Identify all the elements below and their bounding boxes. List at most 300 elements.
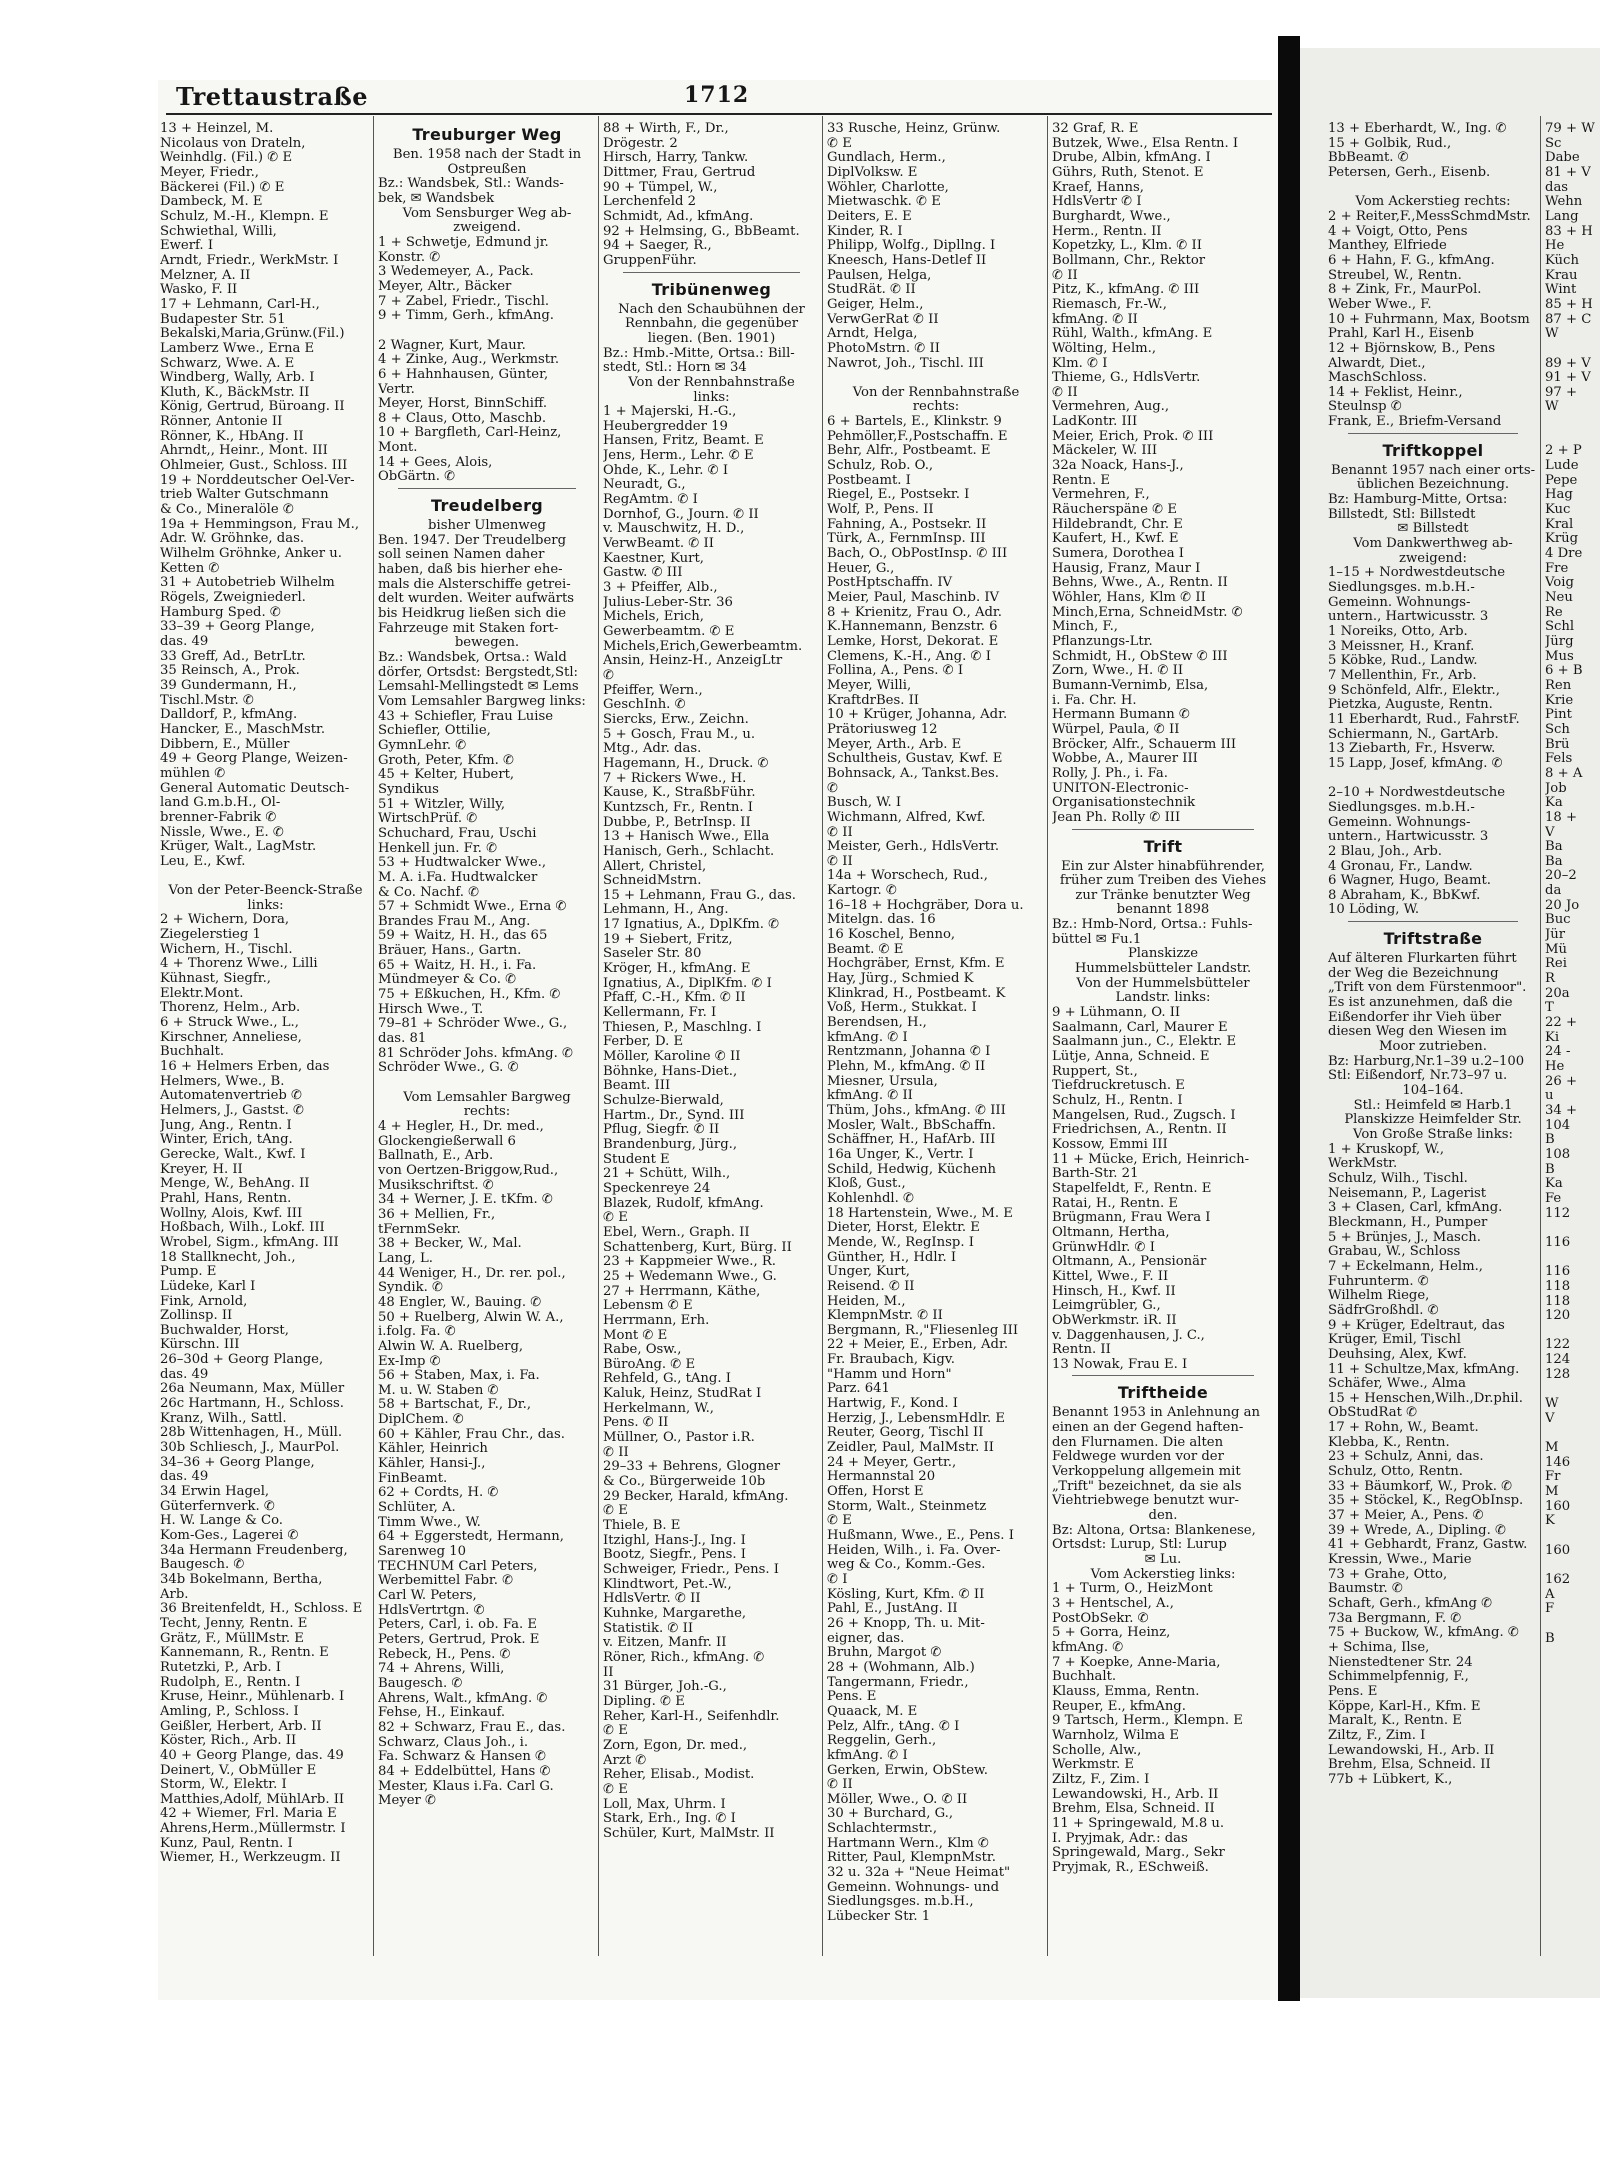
section-note: den. <box>1148 1509 1178 1524</box>
directory-entry: 23 + Kappmeier Wwe., R. <box>603 1255 776 1270</box>
section-note: bewegen. <box>454 636 520 651</box>
directory-entry: UNITON-Electronic- <box>1052 781 1189 796</box>
directory-entry: Günther, H., Hdlr. I <box>827 1250 957 1265</box>
directory-entry: Meier, Paul, Maschinb. IV <box>827 591 1000 605</box>
spacer <box>378 1076 596 1091</box>
section-note: zweigend. <box>453 221 521 236</box>
directory-entry: Springewald, Marg., Sekr <box>1052 1846 1225 1861</box>
directory-entry: 120 <box>1545 1309 1571 1324</box>
section-note: links: <box>693 390 730 405</box>
spacer <box>1545 342 1600 357</box>
directory-entry: Schlüter, A. <box>378 1501 456 1516</box>
directory-entry: Student E <box>603 1152 670 1167</box>
directory-entry: Deuhsing, Alex, Kwf. <box>1328 1347 1467 1362</box>
directory-entry: 20 Jo <box>1545 898 1580 913</box>
directory-entry: Buchhalt. <box>160 1045 225 1060</box>
directory-entry: Ziegelerstieg 1 <box>160 928 261 943</box>
directory-entry: 83 + H <box>1545 224 1593 239</box>
directory-entry: 49 + Georg Plange, Weizen- <box>160 752 348 767</box>
directory-entry: Ben. 1947. Der Treudelberg <box>378 533 567 548</box>
directory-entry: Brügmann, Frau Wera I <box>1052 1211 1211 1226</box>
directory-entry: 31 Bürger, Joh.-G., <box>603 1680 727 1695</box>
directory-entry: Kuc <box>1545 503 1571 518</box>
directory-entry: 6 + Hahnhausen, Günter, <box>378 367 549 382</box>
column-divider <box>598 116 599 1956</box>
directory-entry: Speckenreye 24 <box>603 1181 711 1196</box>
directory-entry: Baugesch. ✆ <box>160 1558 245 1573</box>
directory-entry: Organisationstechnik <box>1052 796 1196 811</box>
directory-entry: 87 + C <box>1545 312 1592 327</box>
directory-entry: Arndt, Friedr., WerkMstr. I <box>160 253 339 268</box>
section-note: benannt 1898 <box>1116 903 1210 918</box>
directory-entry: Viehtriebwege benutzt wur- <box>1052 1494 1239 1509</box>
directory-entry: u <box>1545 1089 1554 1104</box>
directory-entry: 16 Koschel, Benno, <box>827 928 956 943</box>
directory-entry: 5 + Brünjes, J., Masch. <box>1328 1230 1481 1245</box>
directory-entry: Pepe <box>1545 473 1578 488</box>
directory-entry: FinBeamt. <box>378 1471 448 1486</box>
directory-entry: Bz.: Hmb-Nord, Ortsa.: Fuhls- <box>1052 918 1253 933</box>
directory-entry: Lütje, Anna, Schneid. E <box>1052 1050 1210 1065</box>
directory-entry: 3 + Clasen, Carl, kfmAng. <box>1328 1201 1503 1216</box>
directory-entry: 2 + P <box>1545 444 1582 459</box>
directory-entry: 9 + Lühmann, O. II <box>1052 1006 1181 1021</box>
directory-entry: Bergmann, R.,"Fliesenleg III <box>827 1323 1019 1338</box>
directory-entry: Alwardt, Diet., <box>1328 356 1426 371</box>
directory-entry: 85 + H <box>1545 297 1593 312</box>
directory-entry: Automatenvertrieb ✆ <box>160 1089 303 1104</box>
directory-entry: Hanisch, Gerh., Schlacht. <box>603 844 775 859</box>
directory-entry: Schulz, Otto, Rentn. <box>1328 1465 1463 1480</box>
section-note: Vom Ackerstieg links: <box>1090 1567 1236 1582</box>
directory-entry: 40 + Georg Plange, das. 49 <box>160 1748 344 1763</box>
directory-entry: SchneidMstrn. <box>603 874 702 889</box>
directory-entry: KlempnMstr. ✆ II <box>827 1309 943 1324</box>
directory-entry: Benannt 1953 in Anlehnung an <box>1052 1406 1260 1421</box>
directory-entry: II <box>603 1665 614 1680</box>
directory-entry: Feldwege wurden vor der <box>1052 1450 1224 1465</box>
directory-entry: soll seinen Namen daher <box>378 548 545 563</box>
directory-entry: Gührs, Ruth, Stenot. E <box>1052 165 1204 180</box>
directory-entry: 97 + <box>1545 385 1578 400</box>
directory-entry: 13 Nowak, Frau E. I <box>1052 1357 1188 1372</box>
directory-entry: Minch, F., <box>1052 620 1118 635</box>
section-note: Von der Rennbahnstraße <box>852 385 1020 400</box>
directory-entry: Michels,Erich,Gewerbeamtm. <box>603 639 803 654</box>
directory-entry: 1 + Turm, O., HeizMont <box>1052 1582 1213 1597</box>
directory-entry: 26–30d + Georg Plange, <box>160 1353 324 1368</box>
directory-entry: Zorn, Egon, Dr. med., <box>603 1738 748 1753</box>
directory-entry: Vertr. <box>378 382 415 397</box>
directory-entry: 29–33 + Behrens, Glogner <box>603 1460 781 1475</box>
page-number: 1712 <box>684 82 750 108</box>
street-heading: Tribünenweg <box>651 280 772 299</box>
directory-entry: Werbemittel Fabr. ✆ <box>378 1574 514 1589</box>
directory-entry: Ferber, D. E <box>603 1035 684 1050</box>
directory-entry: Schl <box>1545 620 1575 635</box>
directory-entry: Wöhler, Hans, Klm ✆ II <box>1052 591 1206 605</box>
directory-entry: RegAmtm. ✆ I <box>603 493 698 508</box>
directory-entry: Böhnke, Hans-Diet., <box>603 1064 738 1079</box>
directory-entry: 10 + Bargfleth, Carl-Heinz, <box>378 426 562 441</box>
directory-entry: 4 Gronau, Fr., Landw. <box>1328 859 1473 874</box>
directory-entry: Parz. 641 <box>827 1382 890 1397</box>
directory-entry: Winter, Erich, tAng. <box>160 1133 293 1148</box>
directory-entry: GrünwHdlr. ✆ I <box>1052 1240 1155 1255</box>
directory-entry: Michels, Erich, <box>603 610 704 625</box>
directory-entry: B <box>1545 1133 1555 1148</box>
directory-entry: Jung, Ang., Rentn. I <box>160 1118 292 1133</box>
directory-entry: Fahrzeuge mit Staken fort- <box>378 621 559 636</box>
directory-entry: 34 Erwin Hagel, <box>160 1485 270 1500</box>
directory-entry: Billstedt, Stl: Billstedt <box>1328 507 1476 522</box>
section-divider <box>1072 1375 1254 1380</box>
directory-entry: Kinder, R. I <box>827 224 903 239</box>
directory-entry: Lemke, Horst, Dekorat. E <box>827 634 999 649</box>
directory-entry: Meyer ✆ <box>378 1794 437 1809</box>
directory-entry: Kröger, H., kfmAng. E <box>603 962 751 977</box>
directory-entry: 2 Wagner, Kurt, Maur. <box>378 338 526 353</box>
directory-entry: Pflanzungs-Ltr. <box>1052 634 1153 649</box>
directory-entry: i. Fa. Chr. H. <box>1052 693 1137 708</box>
section-note: Hummelsbütteler Landstr. <box>1074 962 1252 977</box>
directory-entry: 60 + Kähler, Frau Chr., das. <box>378 1427 565 1442</box>
directory-entry: Hamburg Sped. ✆ <box>160 605 281 620</box>
directory-entry: 14 + Feklist, Heinr., <box>1328 385 1463 400</box>
directory-entry: 6 + Hahn, F. G., kfmAng. <box>1328 253 1495 268</box>
directory-entry: 6 + Struck Wwe., L., <box>160 1016 299 1031</box>
directory-entry: 8 + A <box>1545 766 1583 781</box>
directory-entry: ✆ I <box>827 1572 848 1587</box>
directory-entry: 108 <box>1545 1147 1571 1162</box>
directory-entry: Gewerbeamtm. ✆ E <box>603 625 735 639</box>
directory-entry: 19a + Hemmingson, Frau M., <box>160 517 360 532</box>
directory-entry: Fa. Schwarz & Hansen ✆ <box>378 1750 547 1765</box>
directory-entry: 56 + Staben, Max, i. Fa. <box>378 1369 540 1384</box>
directory-entry: v. Eitzen, Manfr. II <box>603 1636 727 1651</box>
directory-entry: Es ist anzunehmen, daß die <box>1328 996 1513 1011</box>
directory-entry: 33 Rusche, Heinz, Grünw. <box>827 122 1001 136</box>
directory-entry: 13 Ziebarth, Fr., Hsverw. <box>1328 742 1496 757</box>
directory-entry: 32 Graf, R. E <box>1052 122 1139 136</box>
directory-entry: Sarenweg 10 <box>378 1545 467 1560</box>
directory-entry: Stark, Erh., Ing. ✆ I <box>603 1812 736 1827</box>
directory-column-3 <box>603 122 820 1957</box>
directory-entry: Nissle, Wwe., E. ✆ <box>160 825 284 840</box>
directory-entry: 59 + Waitz, H. H., das 65 <box>378 929 548 944</box>
directory-entry: delt wurden. Weiter aufwärts <box>378 592 575 607</box>
section-note: zur Tränke benutzter Weg <box>1075 888 1251 903</box>
directory-entry: Gundlach, Herm., <box>827 151 946 166</box>
directory-entry: Job <box>1545 781 1567 796</box>
directory-entry: Steulnsp ✆ <box>1328 400 1402 415</box>
directory-entry: „Trift" bezeichnet, da sie als <box>1052 1479 1242 1494</box>
directory-entry: 90 + Tümpel, W., <box>603 180 718 195</box>
directory-entry: 2–10 + Nordwestdeutsche <box>1328 786 1506 801</box>
directory-entry: Kuntzsch, Fr., Rentn. I <box>603 800 754 815</box>
directory-entry: ✆ II <box>1052 385 1078 400</box>
directory-entry: 30 + Burchard, G., <box>827 1807 954 1822</box>
directory-entry: 21 + Schütt, Wilh., <box>603 1167 731 1182</box>
directory-entry: Riemasch, Fr.-W., <box>1052 297 1167 312</box>
directory-entry: 7 + Eckelmann, Helm., <box>1328 1259 1483 1274</box>
directory-entry: Wöhler, Charlotte, <box>827 180 949 195</box>
directory-entry: Ba <box>1545 840 1563 855</box>
directory-entry: Pens. E <box>1328 1684 1378 1699</box>
directory-entry: Bleckmann, H., Pumper <box>1328 1215 1488 1230</box>
directory-entry: ✆ E <box>603 1724 628 1739</box>
directory-entry: HdlsVertrtgn. ✆ <box>378 1603 485 1618</box>
directory-entry: Schröder Wwe., G. ✆ <box>378 1061 519 1076</box>
directory-entry: 18 Stallknecht, Joh., <box>160 1250 296 1265</box>
directory-entry: General Automatic Deutsch- <box>160 781 350 796</box>
directory-entry: Fink, Arnold, <box>160 1294 248 1309</box>
directory-entry: 36 Breitenfeldt, H., Schloss. E <box>160 1602 363 1617</box>
spacer <box>1545 1558 1600 1573</box>
directory-entry: Alwin W. A. Ruelberg, <box>378 1339 524 1354</box>
directory-entry: Vermehren, F., <box>1052 488 1150 503</box>
directory-entry: Schmidt, Ad., kfmAng. <box>603 209 754 224</box>
directory-entry: 1 Noreiks, Otto, Arb. <box>1328 625 1468 639</box>
directory-entry: Drube, Albin, kfmAng. I <box>1052 151 1211 166</box>
directory-entry: kfmAng. ✆ II <box>1052 312 1138 327</box>
directory-entry: Schattenberg, Kurt, Bürg. II <box>603 1240 792 1255</box>
directory-entry: Jean Ph. Rolly ✆ III <box>1052 810 1181 825</box>
directory-entry: eigner, das. <box>827 1631 905 1646</box>
directory-entry: Meyer, Willi, <box>827 678 912 693</box>
directory-entry: Dubbe, P., BetrInsp. II <box>603 815 751 830</box>
directory-entry: Kürschn. III <box>160 1338 240 1353</box>
directory-entry: Thieme, G., HdlsVertr. <box>1052 371 1201 386</box>
directory-entry: land G.m.b.H., Ol- <box>160 796 281 811</box>
directory-entry: 84 + Eddelbüttel, Hans ✆ <box>378 1764 551 1779</box>
directory-entry: 118 <box>1545 1294 1571 1309</box>
directory-entry: T <box>1545 1001 1554 1016</box>
directory-entry: Nawrot, Joh., Tischl. III <box>827 356 984 371</box>
directory-entry: Lehmann, H., Ang. <box>603 903 729 918</box>
directory-entry: V <box>1545 825 1555 840</box>
directory-entry: 20–2 <box>1545 869 1577 884</box>
directory-entry: Kranz, Wilh., Sattl. <box>160 1411 287 1426</box>
section-divider <box>1072 829 1254 834</box>
directory-entry: 20a <box>1545 986 1570 1001</box>
directory-entry: Reher, Karl-H., Seifenhdlr. <box>603 1709 780 1724</box>
directory-entry: 8 + Zink, Fr., MaurPol. <box>1328 283 1482 298</box>
directory-entry: Ohlmeier, Gust., Schloss. III <box>160 459 348 474</box>
directory-entry: das. 49 <box>160 1367 209 1382</box>
directory-entry: Rönner, Antonie II <box>160 415 283 430</box>
directory-entry: Bootz, Siegfr., Pens. I <box>603 1548 746 1563</box>
column-divider <box>1540 116 1541 1956</box>
directory-entry: Reuter, Georg, Tischl II <box>827 1426 984 1441</box>
directory-entry: Kühnast, Siegfr., <box>160 972 271 987</box>
directory-entry: 27 + Herrmann, Käthe, <box>603 1284 761 1299</box>
directory-entry: 2 Blau, Joh., Arb. <box>1328 844 1442 859</box>
directory-entry: 15 + Henschen,Wilh.,Dr.phil. <box>1328 1391 1523 1406</box>
directory-entry: Helmers, Wwe., B. <box>160 1074 285 1089</box>
directory-entry: HdlsVertr ✆ I <box>1052 195 1142 210</box>
directory-entry: Würpel, Paula, ✆ II <box>1052 722 1180 737</box>
directory-entry: I. Pryjmak, Adr.: das <box>1052 1831 1188 1846</box>
directory-entry: „Trift von dem Fürstenmoor". <box>1328 981 1527 996</box>
directory-entry: Kaestner, Kurt, <box>603 551 704 566</box>
directory-entry: Bruhn, Margot ✆ <box>827 1646 942 1661</box>
directory-entry: Krie <box>1545 693 1574 708</box>
directory-entry: 73a Bergmann, F. ✆ <box>1328 1611 1462 1626</box>
section-note: Stl.: Heimfeld ✉ Harb.1 <box>1353 1098 1513 1113</box>
directory-entry: Wolf, P., Pens. II <box>827 503 934 518</box>
directory-entry: v. Daggenhausen, J. C., <box>1052 1328 1205 1343</box>
directory-entry: Hochgräber, Ernst, Kfm. E <box>827 957 1005 972</box>
directory-entry: diesen Weg den Wiesen im <box>1328 1025 1507 1040</box>
directory-entry: & Co., Mineralöle ✆ <box>160 503 294 518</box>
directory-entry: Ewerf. I <box>160 239 214 254</box>
directory-entry: Frank, E., Briefm-Versand <box>1328 415 1502 430</box>
directory-entry: Leimgrübler, G., <box>1052 1299 1161 1314</box>
directory-entry: da <box>1545 884 1562 899</box>
directory-entry: Hansen, Fritz, Beamt. E <box>603 434 764 449</box>
directory-entry: Buc <box>1545 913 1571 928</box>
section-note: Von der Rennbahnstraße <box>628 375 795 390</box>
directory-entry: Rabe, Osw., <box>603 1343 682 1358</box>
directory-entry: Ohde, K., Lehr. ✆ I <box>603 463 729 478</box>
directory-entry: Nienstedtener Str. 24 <box>1328 1655 1473 1670</box>
directory-entry: dörfer, Ortsdst: Bergstedt,Stl: <box>378 665 578 680</box>
directory-entry: 3 Meissner, H., Kranf. <box>1328 639 1475 654</box>
directory-entry: Manthey, Elfriede <box>1328 239 1447 254</box>
directory-entry: 23 + Schulz, Anni, das. <box>1328 1450 1484 1465</box>
directory-entry: Kluth, K., BäckMstr. II <box>160 385 310 400</box>
directory-entry: Minch,Erna, SchneidMstr. ✆ <box>1052 605 1243 620</box>
directory-entry: Kopetzky, L., Klm. ✆ II <box>1052 239 1202 254</box>
directory-entry: Reher, Elisab., Modist. <box>603 1768 755 1783</box>
directory-entry: ✆ E <box>827 136 852 151</box>
directory-entry: Mangelsen, Rud., Zugsch. I <box>1052 1108 1236 1123</box>
directory-entry: 79–81 + Schröder Wwe., G., <box>378 1017 568 1032</box>
directory-entry: Storm, Walt., Steinmetz <box>827 1499 987 1514</box>
directory-entry: Kneesch, Hans-Detlef II <box>827 253 987 268</box>
directory-entry: Peters, Carl, i. ob. Fa. E <box>378 1618 537 1633</box>
directory-entry: WirtschPrüf. ✆ <box>378 812 478 827</box>
directory-entry: 15 Lapp, Josef, kfmAng. ✆ <box>1328 756 1503 771</box>
directory-entry: brenner-Fabrik ✆ <box>160 810 277 825</box>
directory-entry: Schulz, M.-H., Klempn. E <box>160 209 329 224</box>
directory-entry: 9 + Krüger, Edeltraut, das <box>1328 1318 1505 1333</box>
directory-entry: kfmAng. ✆ <box>1052 1640 1124 1655</box>
directory-entry: Schäffner, H., HafArb. III <box>827 1133 996 1148</box>
spacer <box>1545 1324 1600 1339</box>
directory-entry: Voig <box>1545 576 1574 591</box>
section-divider <box>1348 921 1518 926</box>
directory-entry: Nicolaus von Drateln, <box>160 136 306 151</box>
directory-entry: Eißendorfer ihr Vieh über <box>1328 1010 1502 1025</box>
directory-entry: mals die Alsterschiffe getrei- <box>378 577 571 592</box>
directory-entry: 1 + Majerski, H.-G., <box>603 405 737 420</box>
directory-entry: 34 + Werner, J. E. tKfm. ✆ <box>378 1193 553 1208</box>
section-note: Planskizze Heimfelder Str. <box>1344 1113 1522 1128</box>
directory-entry: Offen, Horst E <box>827 1485 924 1500</box>
directory-entry: Mende, W., RegInsp. I <box>827 1235 974 1250</box>
directory-entry: Deiters, E. E <box>827 209 912 224</box>
section-note: Rennbahn, die gegenüber <box>624 317 799 332</box>
directory-entry: Hermann Bumann ✆ <box>1052 708 1190 723</box>
directory-entry: Pint <box>1545 708 1572 723</box>
directory-entry: 10 + Fuhrmann, Max, Bootsm <box>1328 312 1530 327</box>
directory-entry: 5 + Gosch, Frau M., u. <box>603 727 756 742</box>
directory-entry: Thiele, B. E <box>603 1519 681 1534</box>
directory-entry: Carl W. Peters, <box>378 1589 477 1603</box>
directory-entry: 65 + Waitz, H. H., i. Fa. <box>378 958 537 973</box>
directory-entry: Dipling. ✆ E <box>603 1694 685 1709</box>
directory-entry: Bumann-Vernimb, Elsa, <box>1052 678 1209 693</box>
directory-entry: 17 + Rohn, W., Beamt. <box>1328 1421 1479 1436</box>
directory-column-2 <box>378 122 596 1957</box>
directory-entry: 57 + Schmidt Wwe., Erna ✆ <box>378 900 567 915</box>
directory-entry: Baumstr. ✆ <box>1328 1582 1403 1597</box>
directory-entry: ObGärtn. ✆ <box>378 470 456 485</box>
directory-entry: Jürg <box>1545 634 1574 649</box>
directory-entry: Türk, A., FernmInsp. III <box>827 532 986 547</box>
directory-entry: Kunz, Paul, Rentn. I <box>160 1836 293 1851</box>
directory-entry: ObStudRat ✆ <box>1328 1406 1418 1421</box>
directory-entry: Saseler Str. 80 <box>603 947 702 962</box>
directory-entry: 15 + Lehmann, Frau G., das. <box>603 888 796 903</box>
directory-entry: von Oertzen-Briggow,Rud., <box>378 1163 559 1178</box>
directory-entry: Klinkrad, H., Postbeamt. K <box>827 986 1006 1001</box>
directory-entry: Verkoppelung allgemein mit <box>1052 1465 1241 1480</box>
directory-entry: 39 + Wrede, A., Dipling. ✆ <box>1328 1523 1507 1538</box>
directory-entry: Wrobel, Sigm., kfmAng. III <box>160 1235 339 1250</box>
directory-entry: Brehm, Elsa, Schneid. II <box>1328 1758 1491 1773</box>
directory-entry: ✆ II <box>827 825 853 840</box>
directory-entry: König, Gertrud, Büroang. II <box>160 400 345 415</box>
directory-entry: Schwarz, Claus Joh., i. <box>378 1735 529 1750</box>
spacer <box>1545 1426 1600 1441</box>
directory-entry: Stapelfeldt, F., Rentn. E <box>1052 1181 1212 1196</box>
directory-entry: A <box>1545 1587 1555 1602</box>
section-note: Vom Ackerstieg rechts: <box>1355 195 1511 210</box>
directory-entry: 2 + Wichern, Dora, <box>160 913 290 928</box>
directory-entry: Ebel, Wern., Graph. II <box>603 1225 750 1240</box>
directory-entry: Schaft, Gerh., kfmAng ✆ <box>1328 1597 1493 1611</box>
directory-entry: 15 + Golbik, Rud., <box>1328 136 1452 151</box>
directory-entry: Ren <box>1545 678 1572 693</box>
directory-entry: Ziltz, F., Zim. I <box>1052 1772 1150 1787</box>
directory-entry: Rudolph, E., Rentn. I <box>160 1675 301 1690</box>
directory-entry: untern., Hartwicusstr. 3 <box>1328 610 1489 625</box>
directory-entry: Brehm, Elsa, Schneid. II <box>1052 1802 1215 1817</box>
column-divider <box>373 116 374 1956</box>
directory-entry: Heuer, G., <box>827 561 895 576</box>
directory-entry: Konstr. ✆ <box>378 250 441 265</box>
section-note: ✉ Lu. <box>1144 1553 1182 1568</box>
directory-entry: trieb Walter Gutschmann <box>160 488 329 503</box>
directory-entry: mühlen ✆ <box>160 766 226 781</box>
directory-entry: Helmers, J., Gastst. ✆ <box>160 1103 305 1118</box>
directory-entry: kfmAng. ✆ II <box>827 1089 913 1104</box>
directory-entry: Reuper, E., kfmAng. <box>1052 1699 1186 1714</box>
directory-entry: 58 + Bartschat, F., Dr., <box>378 1398 532 1413</box>
directory-entry: 4 + Thorenz Wwe., Lilli <box>160 957 318 972</box>
directory-entry: Glockengießerwall 6 <box>378 1134 516 1149</box>
directory-entry: Peters, Gertrud, Prok. E <box>378 1632 540 1647</box>
directory-entry: Budapester Str. 51 <box>160 312 286 327</box>
directory-entry: 12 + Björnskow, B., Pens <box>1328 341 1496 356</box>
directory-entry: Stl: Eißendorf, Nr.73–97 u. <box>1328 1069 1508 1084</box>
directory-entry: M <box>1545 1485 1559 1500</box>
directory-entry: Hagemann, H., Druck. ✆ <box>603 756 769 771</box>
directory-entry: Elektr.Mont. <box>160 986 244 1001</box>
